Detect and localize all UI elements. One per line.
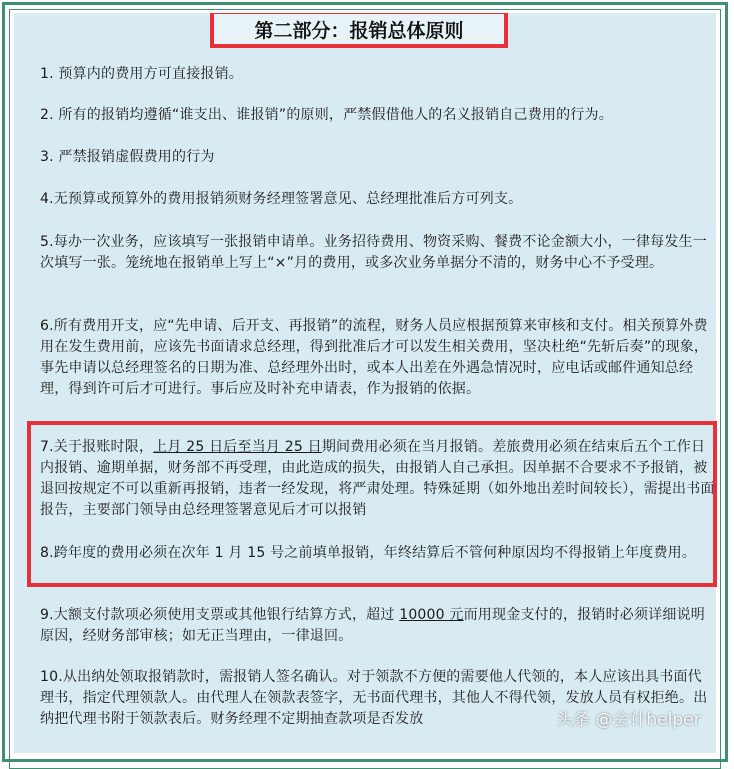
rule-1: 1. 预算内的费用方可直接报销。: [40, 66, 244, 82]
rule-9-body: 而用现金支付的，报销时必须详细说明原因，经财务部审核；如无正当理由，一律退回。: [40, 607, 706, 644]
rule-9-prefix: 9.大额支付款项必须使用支票或其他银行结算方式，超过: [40, 607, 400, 623]
rule-10: 10.从出纳处领取报销款时，需报销人签名确认。对于领款不方便的需要他人代领的，本人应该出具书面代理书，指定代理领款人。由代理人在领款表签字，无书面代理书，其他人不得代领，发放人员有权拒绝。出纳把代理书附于领款表后。财务经理不定期抽查款项是否发放: [40, 669, 708, 727]
rule-2: 2. 所有的报销均遵循“谁支出、谁报销”的原则，严禁假借他人的名义报销自己费用的行为。: [40, 107, 613, 123]
document-sheet: [14, 13, 716, 753]
page-title: 第二部分：报销总体原则: [254, 19, 464, 42]
rule-6: 6.所有费用开支，应“先申请、后开支、再报销”的流程，财务人员应根据预算来审核和支付。相关预算外费用在发生费用前，应该先书面请求总经理，得到批准后才可以发生相关费用，坚决杜绝“先斩后奏”的现象，事先申请以总经理签名的日期为准、总经理外出时，或本人出差在外遇急情况时，应电话或邮件通知总经理，得到许可后才可进行。事后应及时补充申请表，作为报销的依据。: [40, 318, 709, 397]
rule-9: [40, 605, 716, 647]
watermark: 头条 @会计helper: [556, 710, 701, 730]
highlight-box-rules-7-8: [27, 421, 717, 587]
rule-8: 8.跨年度的费用必须在次年 1 月 15 号之前填单报销，年终结算后不管何种原因均不得报销上年度费用。: [40, 545, 697, 561]
rule-7-period: 上月 25 日后至当月 25 日: [153, 439, 322, 455]
title-highlight-box: [210, 13, 508, 48]
rule-7-prefix: 7.关于报账时限，: [40, 439, 154, 455]
rule-7-body: 期间费用必须在当月报销。差旅费用必须在结束后五个工作日内报销、逾期单据，财务部不再受理，由此造成的损失，由报销人自己承担。因单据不合要求不予报销，被退回按规定不可以重新再报销，违者一经发现，将严肃处理。特殊延期（如外地出差时间较长），需提出书面报告，主要部门领导由总经理签署意见后才可以报销: [40, 439, 715, 518]
rule-5: 5.每办一次业务，应该填写一张报销申请单。业务招待费用、物资采购、餐费不论金额大小，一律每发生一次填写一张。笼统地在报销单上写上“×”月的费用，或多次业务单据分不清的，财务中心不予受理。: [40, 234, 707, 271]
rule-4: 4.无预算或预算外的费用报销须财务经理签署意见、总经理批准后方可列支。: [40, 191, 523, 207]
rule-9-amount: 10000 元: [399, 607, 464, 623]
rule-3: 3. 严禁报销虚假费用的行为: [40, 149, 215, 165]
